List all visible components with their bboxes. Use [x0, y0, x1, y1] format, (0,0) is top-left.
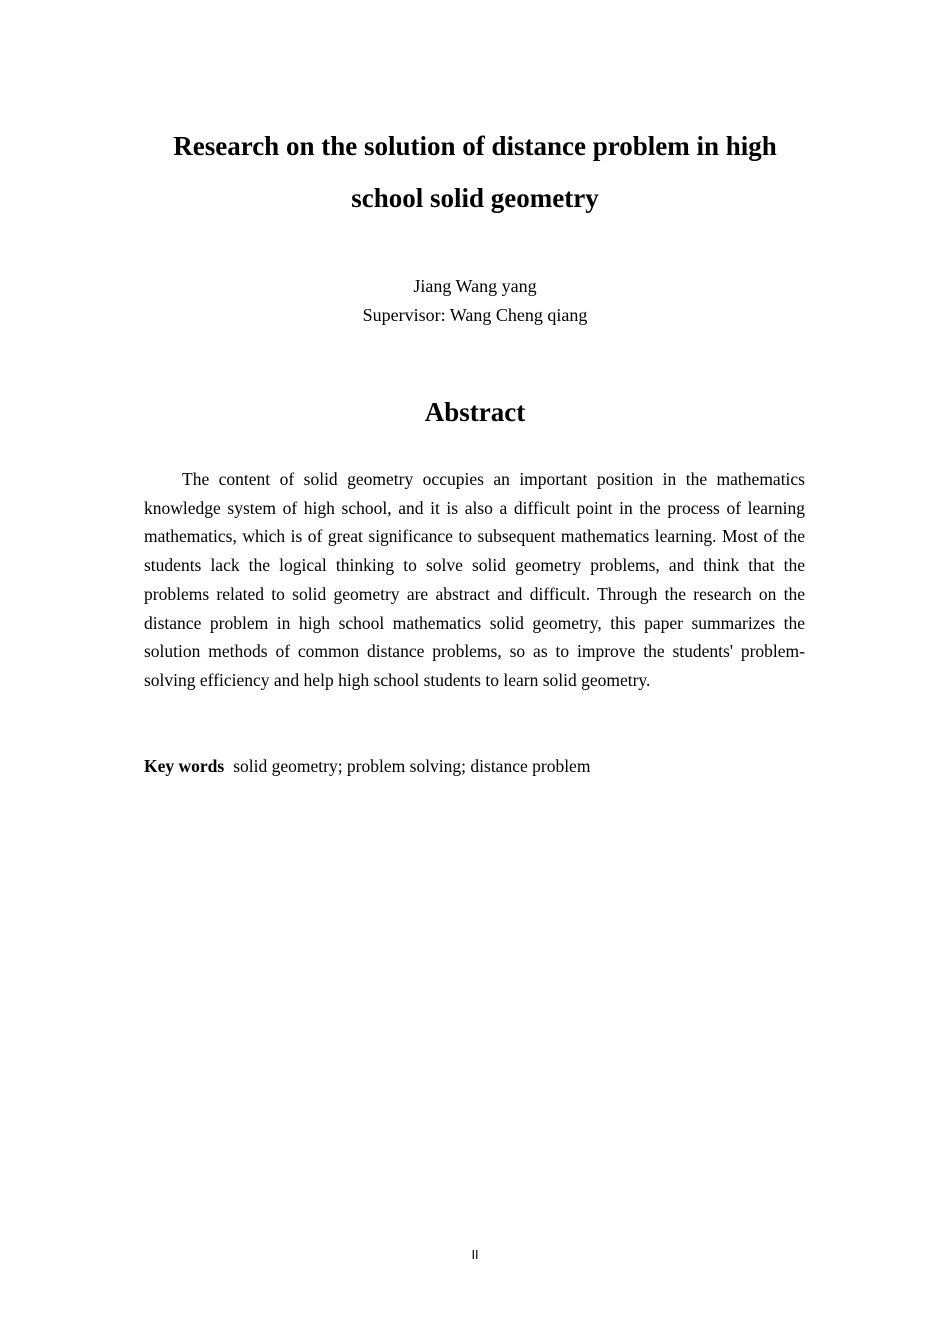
abstract-heading: Abstract	[424, 397, 526, 427]
supervisor-name: Supervisor: Wang Cheng qiang	[362, 305, 588, 325]
author-name: Jiang Wang yang	[413, 276, 537, 296]
keywords-line	[144, 752, 805, 780]
abstract-body: The content of solid geometry occupies an important position in the mathematics knowledge system of high school, and it is also a difficult point in the process of learning mathematics, which is of great significance to subsequent mathematics learning. Most of the students lack the logical thinking to solve solid geometry problems, and think that the problems related to solid geometry are abstract and difficult. Through the research on the distance problem in high school mathematics solid geometry, this paper summarizes the solution methods of common distance problems, so as to improve the students' problem-solving efficiency and help high school students to learn solid geometry.	[144, 469, 805, 690]
keywords-text: solid geometry; problem solving; distance problem	[233, 756, 591, 776]
author-block	[0, 272, 950, 330]
paper-title-line-2: school solid geometry	[351, 183, 599, 213]
paper-title-line-1: Research on the solution of distance problem in high	[173, 131, 777, 161]
paper-title	[130, 120, 820, 224]
keywords-label: Key words	[144, 756, 225, 776]
page-number: II	[471, 1248, 479, 1262]
